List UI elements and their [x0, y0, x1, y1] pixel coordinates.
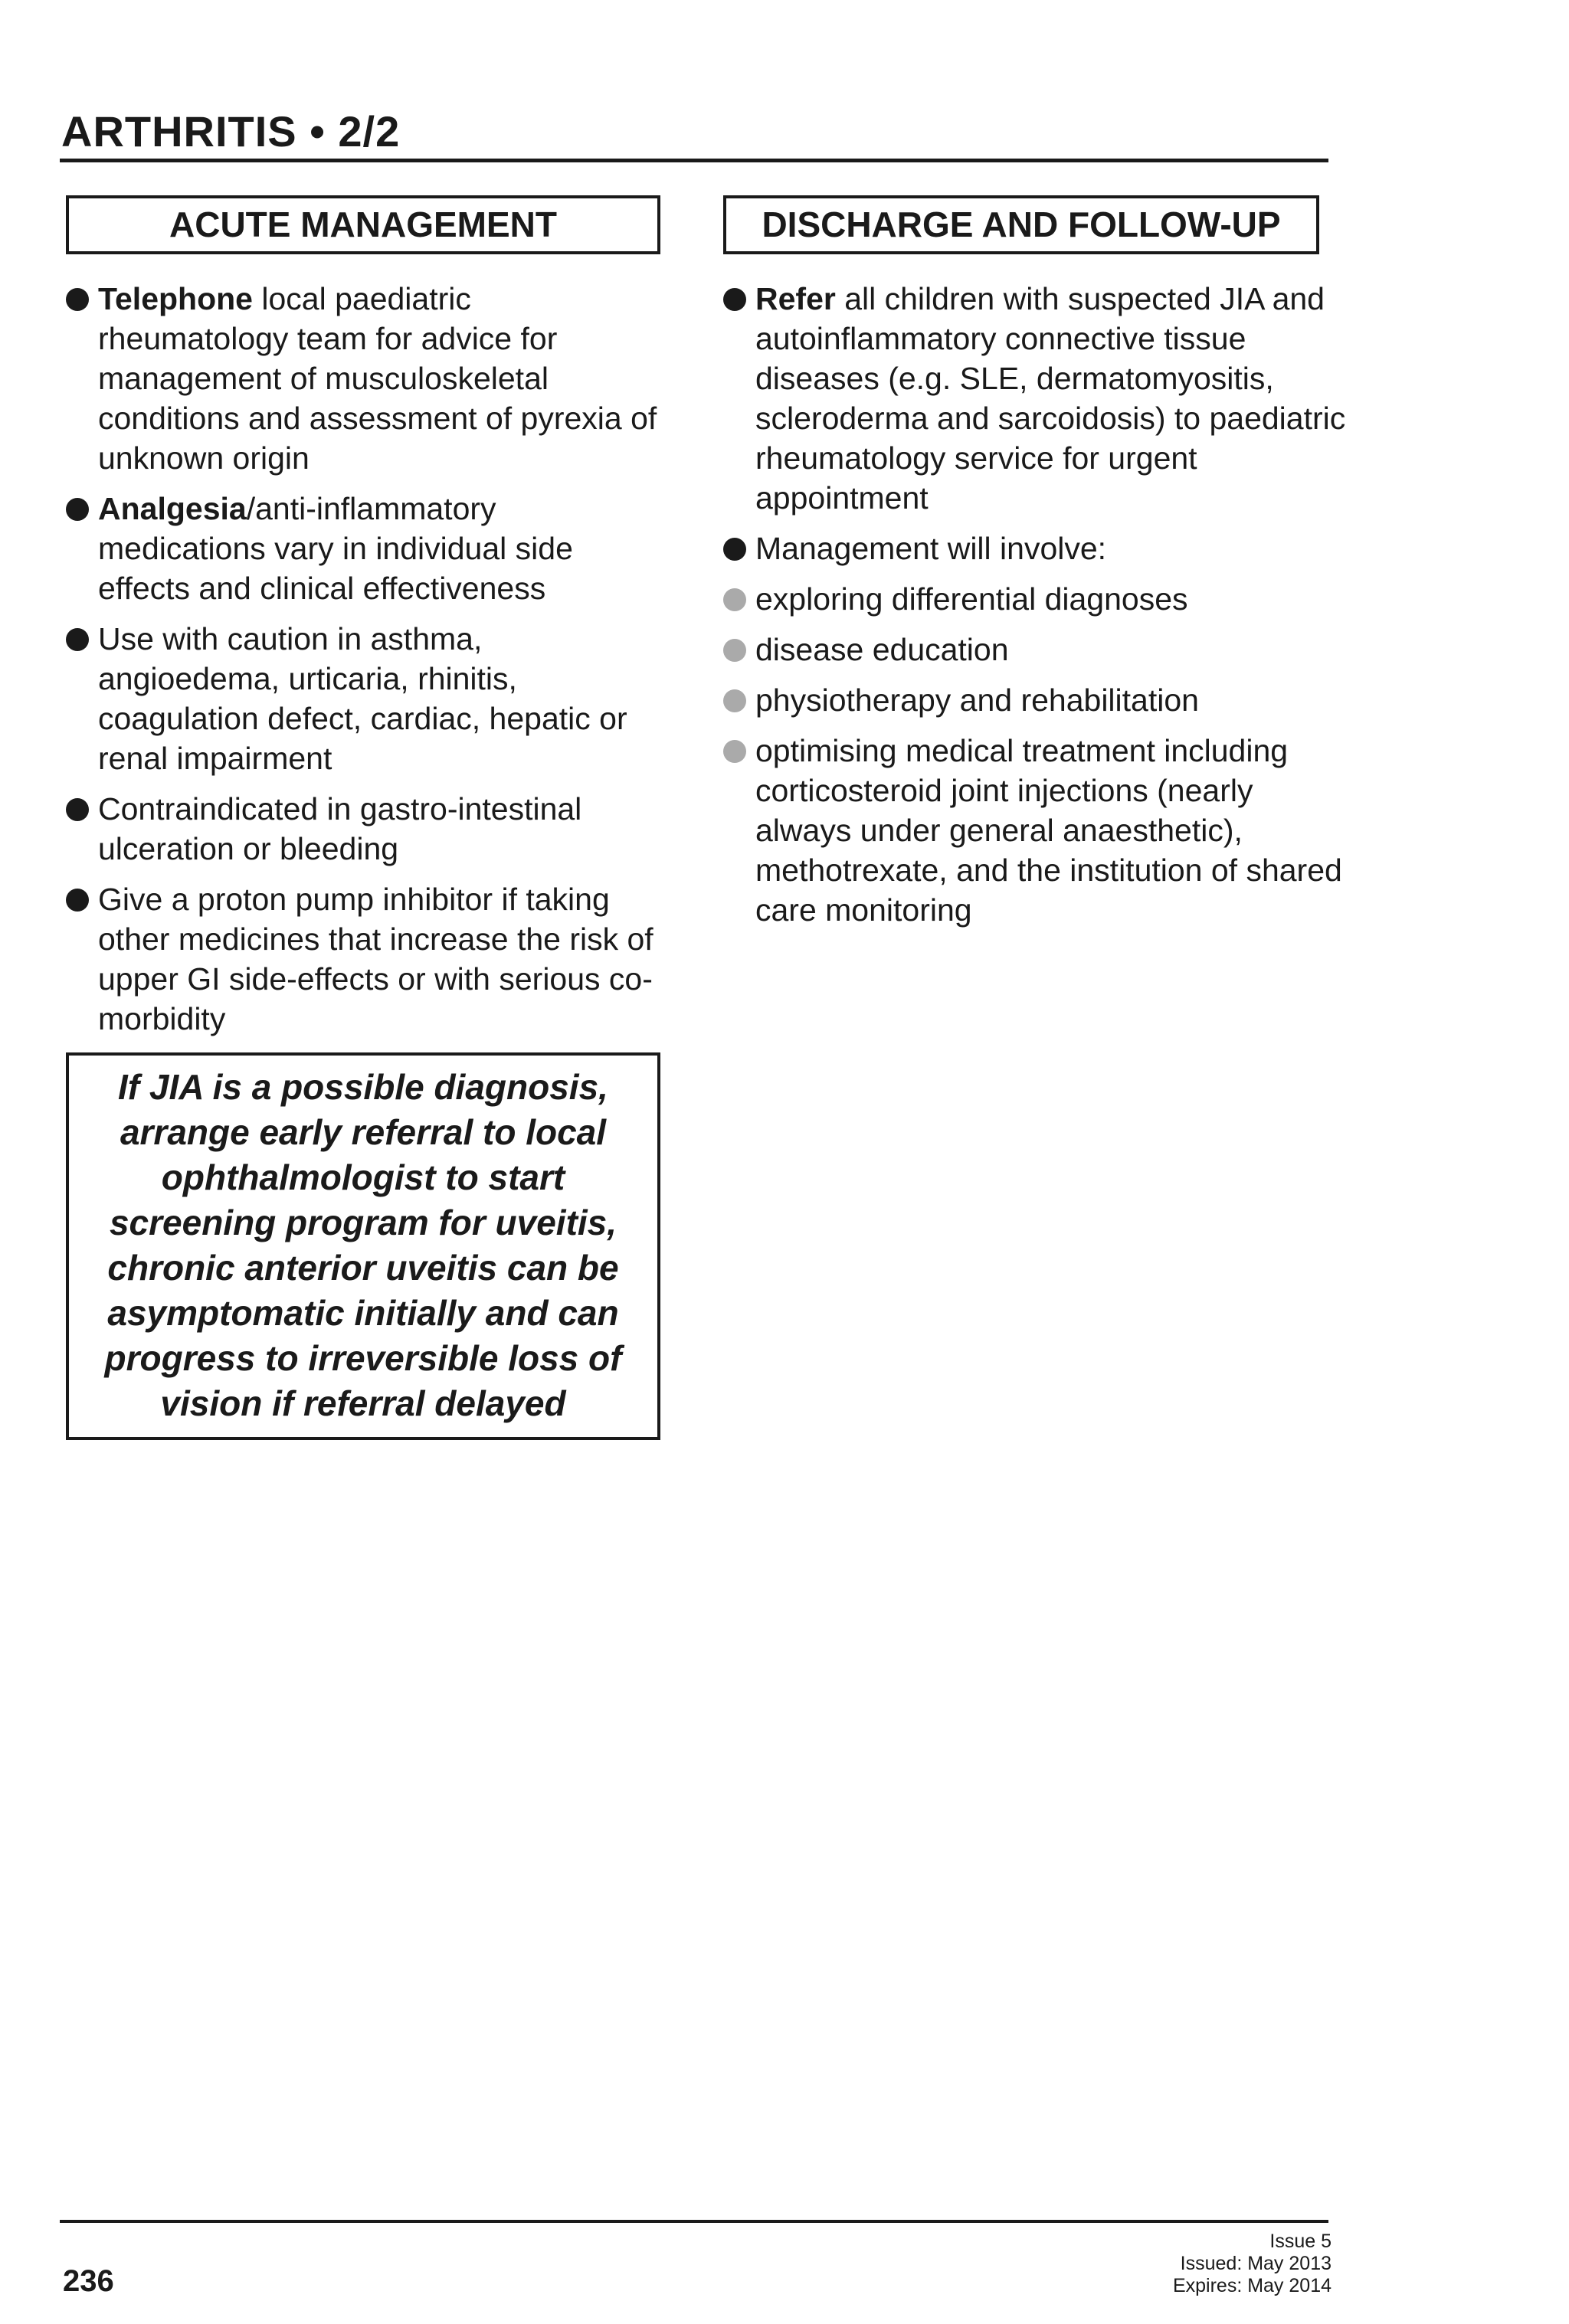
discharge-followup-heading: DISCHARGE AND FOLLOW-UP	[723, 195, 1319, 254]
expiry-date: Expires: May 2014	[1172, 2275, 1332, 2296]
bullet-lead: Refer	[755, 281, 836, 316]
list-item	[66, 879, 663, 1039]
bullet-text: Contraindicated in gastro-intestinal ulceration or bleeding	[98, 791, 582, 866]
jia-uveitis-callout: If JIA is a possible diagnosis, arrange early referral to local ophthalmologist to start screening program for uveitis, chronic anterior uveitis can be asymptomatic initially and can progress to irreversible loss of vision if referral delayed	[66, 1052, 660, 1440]
issue-info	[1173, 2231, 1332, 2297]
issue-number: Issue 5	[1269, 2231, 1332, 2252]
list-item	[66, 619, 663, 778]
bullet-icon	[723, 288, 746, 311]
sub-list-item	[723, 731, 1351, 930]
discharge-followup-column	[723, 195, 1351, 941]
bullet-text: disease education	[755, 632, 1009, 667]
page-title: ARTHRITIS • 2/2	[61, 107, 401, 155]
sub-bullet-icon	[723, 639, 746, 662]
bullet-icon	[66, 798, 89, 821]
sub-bullet-icon	[723, 740, 746, 763]
list-item	[723, 279, 1351, 518]
bullet-icon	[66, 628, 89, 651]
list-item	[723, 529, 1351, 568]
header-rule	[60, 159, 1328, 162]
bullet-lead: Telephone	[98, 281, 253, 316]
bullet-icon	[66, 889, 89, 912]
footer-rule	[60, 2220, 1328, 2223]
acute-management-heading: ACUTE MANAGEMENT	[66, 195, 660, 254]
bullet-text: optimising medical treatment including corticosteroid joint injections (nearly always under general anaesthetic), methotrexate, and the institution of shared care monitoring	[755, 733, 1342, 928]
sub-list-item	[723, 630, 1351, 669]
bullet-text: physiotherapy and rehabilitation	[755, 682, 1199, 718]
bullet-text: Management will involve:	[755, 531, 1107, 566]
acute-management-column	[66, 195, 663, 1440]
bullet-text: local paediatric rheumatology team for advice for management of musculoskeletal conditions and assessment of pyrexia of unknown origin	[98, 281, 657, 476]
list-item	[66, 279, 663, 478]
page-number: 236	[63, 2264, 114, 2298]
bullet-text: all children with suspected JIA and autoinflammatory connective tissue diseases (e.g. SLE, dermatomyositis, scleroderma and sarcoidosis) to paediatric rheumatology service for urgent appointment	[755, 281, 1346, 516]
bullet-text: /anti-inflammatory medications vary in individual side effects and clinical effectiveness	[98, 491, 573, 606]
bullet-icon	[66, 498, 89, 521]
bullet-text: exploring differential diagnoses	[755, 581, 1188, 617]
bullet-icon	[66, 288, 89, 311]
sub-list-item	[723, 579, 1351, 619]
bullet-lead: Analgesia	[98, 491, 247, 526]
sub-list-item	[723, 680, 1351, 720]
discharge-followup-list	[723, 279, 1351, 930]
issued-date: Issued: May 2013	[1180, 2253, 1332, 2274]
bullet-icon	[723, 538, 746, 561]
list-item	[66, 789, 663, 869]
acute-management-list	[66, 279, 663, 1039]
bullet-text: Give a proton pump inhibitor if taking other medicines that increase the risk of upper GI side-effects or with serious co-morbidity	[98, 882, 653, 1036]
bullet-text: Use with caution in asthma, angioedema, urticaria, rhinitis, coagulation defect, cardiac, hepatic or renal impairment	[98, 621, 627, 776]
list-item	[66, 489, 663, 608]
sub-bullet-icon	[723, 588, 746, 611]
sub-bullet-icon	[723, 689, 746, 712]
